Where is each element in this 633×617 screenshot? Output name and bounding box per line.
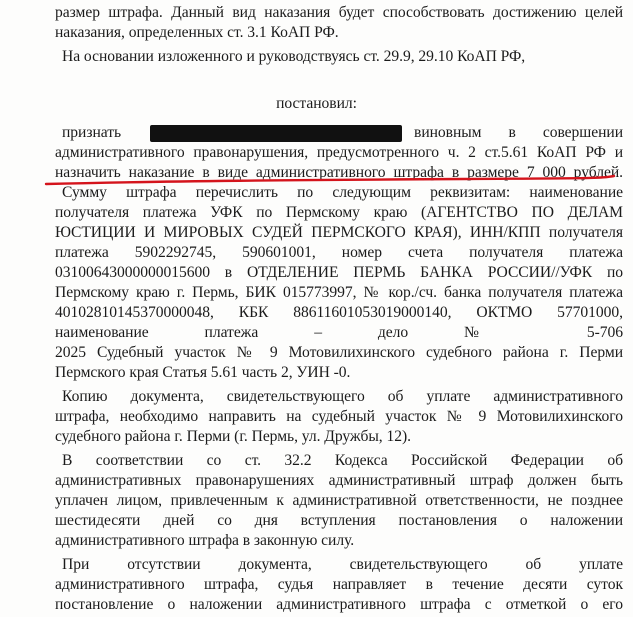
text-line: На основании изложенного и руководствуясь ст. 29.9, 29.10 КоАП РФ, — [62, 48, 526, 65]
text-line: наименование платежа – дело № 5-706 — [55, 324, 623, 341]
text-line: 03100643000000015600 в ОТДЕЛЕНИЕ ПЕРМЬ БАНКА РОССИИ//УФК по — [55, 264, 623, 281]
redaction-bar — [150, 125, 402, 142]
text-line: судебного района г. Перми (г. Пермь, ул. Дружбы, 12). — [55, 428, 411, 445]
text-line: административного штрафа в законную силу. — [55, 532, 355, 549]
text-line: Копию документа, свидетельствующего об уплате административного — [62, 388, 623, 405]
text-line: Сумму штрафа перечислить по следующим реквизитам: наименование — [62, 184, 623, 201]
text-line: уплачен лицом, привлеченным к административной ответственности, не позднее — [55, 492, 623, 509]
text-line: административного штрафа, судья направляет в течение десяти суток — [55, 576, 623, 593]
text-line: При отсутствии документа, свидетельствующего об уплате — [62, 556, 623, 573]
section-heading: постановил: — [276, 95, 357, 112]
text-line: наказания, определенных ст. 3.1 КоАП РФ. — [55, 24, 339, 41]
text-line: административных правонарушениях административный штраф должен быть — [55, 472, 623, 489]
text-line: 2025 Судебный участок № 9 Мотовилихинского судебного района г. Перми — [55, 344, 623, 361]
highlighted-penalty-line: назначить наказание в виде административного штрафа в размере 7 000 рублей. — [55, 164, 623, 181]
text-line: постановление о наложении административного штрафа с отметкой о его — [55, 596, 623, 613]
text-line: получателя платежа УФК по Пермскому краю (АГЕНТСТВО ПО ДЕЛАМ — [55, 204, 623, 221]
text-line-end: виновным в совершении — [414, 124, 623, 141]
text-line: ЮСТИЦИИ И МИРОВЫХ СУДЕЙ ПЕРМСКОГО КРАЯ), ИНН/КПП получателя — [55, 224, 623, 241]
text-line: платежа 5902292745, 590601001, номер счета получателя платежа — [55, 244, 623, 261]
text-line: административного правонарушения, предусмотренного ч. 2 ст.5.61 КоАП РФ и — [55, 144, 623, 161]
text-line: 40102810145370000048, КБК 88611601053019000140, ОКТМО 57701000, — [55, 304, 623, 321]
text-line: Пермскому краю г. Пермь, БИК 015773997, № кор./сч. банка получателя платежа — [55, 284, 623, 301]
text-line: шестидесяти дней со дня вступления постановления о наложении — [55, 512, 623, 529]
text-line: Пермского края Статья 5.61 часть 2, УИН -0. — [55, 364, 351, 381]
text-line: В соответствии со ст. 32.2 Кодекса Российской Федерации об — [62, 452, 623, 469]
text-line: размер штрафа. Данный вид наказания будет способствовать достижению целей — [55, 4, 623, 21]
text-line: штрафа, необходимо направить на судебный участок № 9 Мотовилихинского — [55, 408, 623, 425]
text-line-start: признать — [62, 124, 122, 141]
